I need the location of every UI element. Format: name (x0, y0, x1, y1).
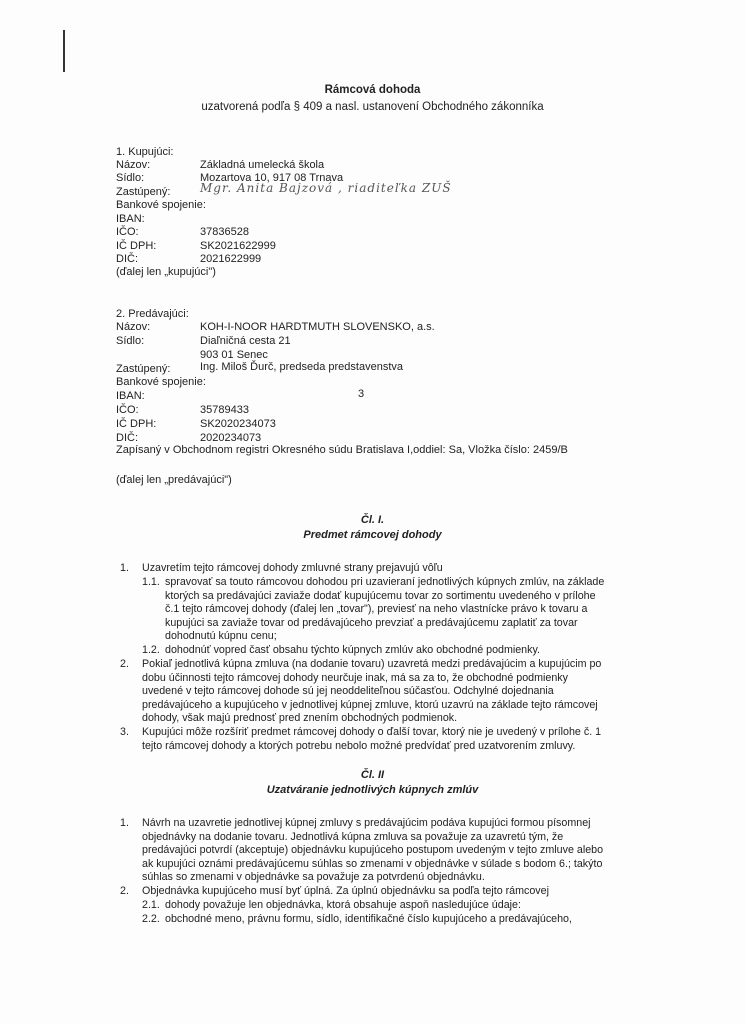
seller-bank-label: Bankové spojenie: (116, 376, 206, 388)
buyer-rep-handwritten: Mgr. Anita Bajzová , riaditeľka ZUŠ (200, 181, 452, 195)
seller-dic-label: DIČ: (116, 432, 138, 444)
article-2-title: Uzatváranie jednotlivých kúpnych zmlúv (266, 784, 479, 796)
buyer-seat: Mozartova 10, 917 08 Trnava (200, 172, 344, 184)
a1-p1-text: Uzavretím tejto rámcovej dohody zmluvné strany prejavujú vôľu (142, 562, 443, 574)
seller-rep-label: Zastúpený: (116, 363, 171, 375)
buyer-alias: (ďalej len „kupujúci") (116, 266, 216, 278)
document-subtitle: uzatvorená podľa § 409 a nasl. ustanovení Obchodného zákonníka (201, 101, 544, 113)
a2-p21-number: 2.1. (142, 899, 160, 911)
seller-alias: (ďalej len „predávajúci") (116, 474, 232, 486)
buyer-name-label: Názov: (116, 159, 151, 171)
seller-iban-label: IBAN: (116, 390, 145, 402)
article-1-number: Čl. I. (360, 514, 385, 526)
article-1-title: Predmet rámcovej dohody (303, 529, 442, 541)
seller-iban-mark: 3 (358, 388, 365, 400)
a1-p2-line: predávajúceho a kupujúceho v jednotlivej kúpnej zmluve, ktorú uzavrú na základe tejto rámcovej (142, 698, 598, 711)
buyer-ico-label: IČO: (116, 226, 139, 238)
a1-p3-number: 3. (120, 726, 129, 738)
buyer-iban-label: IBAN: (116, 213, 145, 225)
buyer-rep-label: Zastúpený: (116, 186, 171, 198)
a2-p1-line: objednávky na dodanie tovaru. Jednotlivá kúpna zmluva sa považuje za uzavretú tým, že (142, 830, 564, 843)
buyer-ico: 37836528 (200, 226, 249, 238)
a1-p2-line: uvedené v tejto rámcovej dohode sú jej neoddeliteľnou súčasťou. Odchylné dojednania (142, 685, 554, 698)
seller-icdph: SK2020234073 (200, 418, 276, 430)
a2-p1-text (142, 817, 670, 885)
a1-p11-text (165, 576, 670, 644)
a2-p22-text: obchodné meno, právnu formu, sídlo, identifikačné číslo kupujúceho a predávajúceho, (165, 913, 572, 925)
a1-p12-text: dohodnúť vopred časť obsahu týchto kúpnych zmlúv ako obchodné podmienky. (165, 644, 540, 656)
a1-p2-number: 2. (120, 658, 129, 670)
seller-seat-street: Diaľničná cesta 21 (200, 335, 291, 347)
buyer-seat-label: Sídlo: (116, 172, 145, 184)
seller-name-label: Názov: (116, 321, 151, 333)
buyer-dic: 2021622999 (200, 253, 262, 265)
a1-p12-number: 1.2. (142, 644, 160, 656)
buyer-icdph-label: IČ DPH: (116, 240, 157, 252)
a1-p1-number: 1. (120, 562, 129, 574)
buyer-dic-label: DIČ: (116, 253, 138, 265)
buyer-heading: 1. Kupujúci: (116, 146, 174, 158)
a1-p2-text (142, 658, 670, 726)
a1-p2-line: dohody, však majú prednosť pred znením obchodných podmienok. (142, 712, 458, 725)
a2-p2-number: 2. (120, 885, 129, 897)
a1-p11-line: kupujúci sa zaviaže tovar od predávajúceho prevziať a predávajúcemu zaplatiť za tovar (165, 616, 578, 629)
a1-p11-line: dohodnutú kúpnu cenu; (165, 630, 277, 643)
a2-p1-number: 1. (120, 817, 129, 829)
a2-p2-text: Objednávka kupujúceho musí byť úplná. Za úplnú objednávku sa podľa tejto rámcovej (142, 885, 549, 897)
seller-rep: Ing. Miloš Ďurč, predseda predstavenstva (200, 361, 403, 373)
a1-p2-line: Pokiaľ jednotlivá kúpna zmluva (na dodanie tovaru) uzavretá medzi predávajúcim a kupujúcim po (142, 658, 602, 670)
a2-p1-line: Návrh na uzavretie jednotlivej kúpnej zmluvy s predávajúcim podáva kupujúci formou písomnej (142, 817, 591, 829)
buyer-name: Základná umelecká škola (200, 159, 325, 171)
a1-p3-line: Kupujúci môže rozšíriť predmet rámcovej dohody o ďalší tovar, ktorý nie je uvedený v prílohe č. 1 (142, 726, 602, 738)
article-2-number: Čl. II (360, 769, 385, 781)
a1-p3-line: tejto rámcovej dohody a ktorých potrebu nebolo možné predvídať pred uzatvorením zmluvy. (142, 739, 576, 752)
seller-seat-city: 903 01 Senec (200, 349, 268, 361)
a2-p22-number: 2.2. (142, 913, 160, 925)
a2-p1-line: predávajúci potvrdí (akceptuje) objednávku kupujúceho postupom uvedeným v tejto zmluve alebo (142, 844, 604, 857)
a1-p3-text (142, 726, 670, 753)
buyer-bank-label: Bankové spojenie: (116, 199, 206, 211)
buyer-icdph: SK2021622999 (200, 240, 276, 252)
a2-p1-line: ak kupujúci oznámi predávajúcemu súhlas so zmenami v objednávke v súlade s bodom 6.; takýto (142, 857, 603, 870)
a2-p1-line: súhlas so zmenami v objednávke sa považuje za potvrdenú objednávku. (142, 871, 485, 884)
seller-ico-label: IČO: (116, 404, 139, 416)
seller-icdph-label: IČ DPH: (116, 418, 157, 430)
a1-p2-line: dobu účinnosti tejto rámcovej dohody neurčuje inak, má sa za to, že obchodné podmienky (142, 671, 568, 684)
seller-seat-label: Sídlo: (116, 335, 145, 347)
a1-p11-number: 1.1. (142, 576, 160, 588)
margin-mark (63, 30, 65, 72)
a2-p21-text: dohody považuje len objednávka, ktorá obsahuje aspoň nasledujúce údaje: (165, 899, 521, 911)
seller-ico: 35789433 (200, 404, 249, 416)
seller-register: Zapísaný v Obchodnom registri Okresného súdu Bratislava I,oddiel: Sa, Vložka číslo: 2459/B (116, 444, 568, 456)
seller-name: KOH-I-NOOR HARDTMUTH SLOVENSKO, a.s. (200, 321, 435, 333)
document-title: Rámcová dohoda (324, 84, 421, 96)
seller-dic: 2020234073 (200, 432, 262, 444)
a1-p11-line: č.1 tejto rámcovej dohody (ďalej len „tovar"), previesť na neho vlastnícke právo k tovaru a (165, 603, 588, 616)
seller-heading: 2. Predávajúci: (116, 308, 189, 320)
a1-p11-line: spravovať sa touto rámcovou dohodou pri uzavieraní jednotlivých kúpnych zmlúv, na základe (165, 576, 605, 588)
a1-p11-line: ktorých sa predávajúci zaviaže dodať kupujúcemu tovar zo sortimentu uvedeného v prílohe (165, 589, 596, 602)
